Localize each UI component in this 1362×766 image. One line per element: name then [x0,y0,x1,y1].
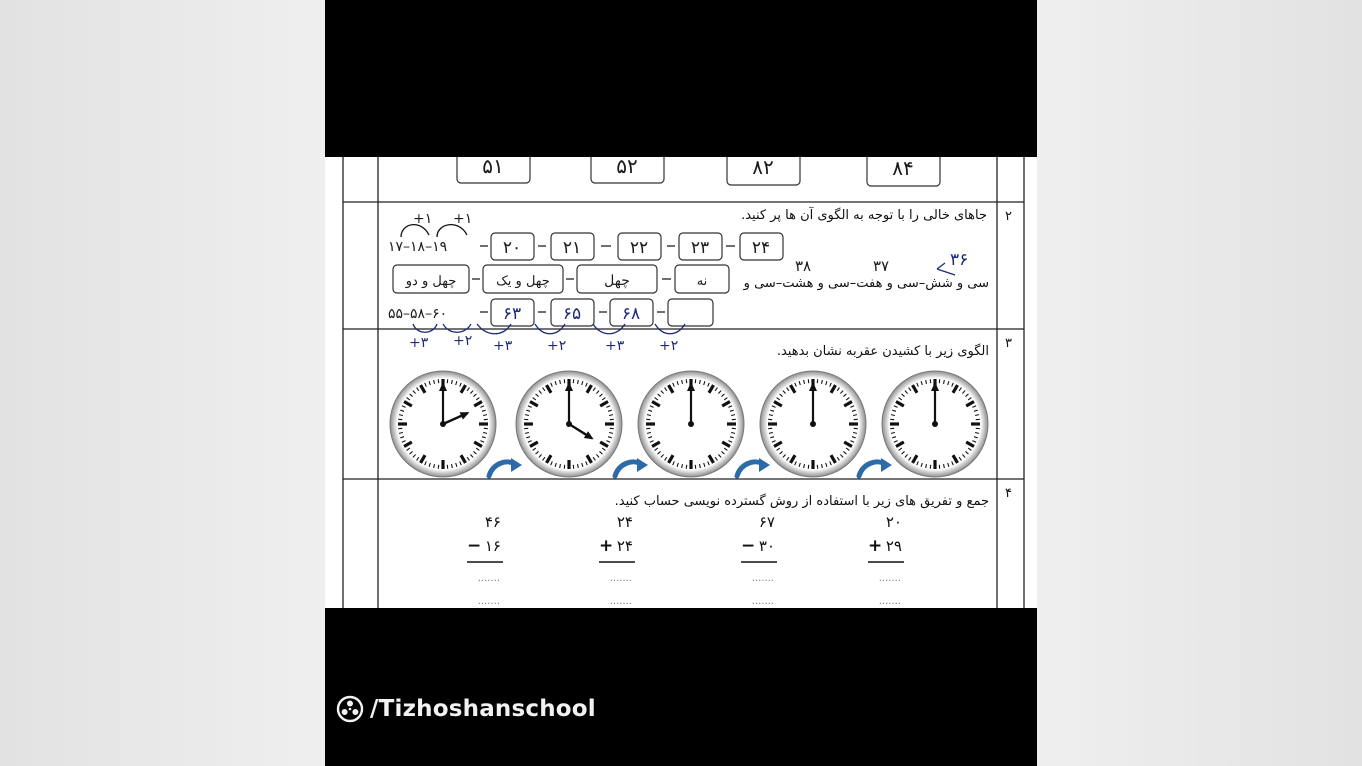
problem-operator: − [741,536,756,556]
answer-dots: ....... [609,596,632,607]
question-number: ۲ [1005,209,1012,224]
problem-operator: − [467,536,482,556]
row3-mark: +۲ [453,333,473,349]
row3-mark: +۳ [605,338,625,354]
problem-top: ۴۶ [484,513,501,531]
problem-bottom: ۱۶ [484,537,501,555]
row1-mark: +۱ [453,211,473,227]
top-answer: ۸۲ [752,157,774,179]
worksheet-drawing [325,157,1037,608]
clock-face [760,371,866,477]
top-answer: ۵۱ [482,157,504,178]
row2-note: ۳۷ [873,257,890,275]
row3-mark: +۳ [409,335,429,351]
answer-dots: ....... [751,596,774,607]
clock-face [516,371,622,477]
film-reel-icon [336,695,364,723]
row1-answer: ۲۳ [690,238,710,258]
row3-mark: +۳ [493,338,513,354]
arithmetic-problem [868,513,904,607]
row3-mark: +۲ [659,338,679,354]
q2-instruction: جاهای خالی را با توجه به الگوی آن ها پر کنید. [741,208,987,223]
row2-answer: چهل [604,273,630,289]
clock-arrow-icon [737,458,770,476]
row1-answer: ۲۰ [502,238,522,258]
clock-face [638,371,744,477]
question-number: ۳ [1005,336,1012,351]
problem-bottom: ۲۴ [616,537,633,555]
row2-given: سی و شش–سی و هفت–سی و هشت–سی و [743,276,989,291]
row3-answer: ۶۸ [621,304,641,324]
q4-instruction: جمع و تفریق های زیر با استفاده از روش گسترده نویسی حساب کنید. [614,494,989,509]
problem-top: ۲۰ [885,513,902,531]
clock-face [882,371,988,477]
channel-handle: /Tizhoshanschool [370,696,596,722]
row2-note: ۳۶ [950,250,969,270]
problem-top: ۲۴ [616,513,633,531]
row2-answer: چهل و یک [496,274,550,289]
question-number: ۴ [1005,486,1012,501]
row3-mark: +۲ [547,338,567,354]
row2-answer: چهل و دو [405,274,457,289]
problem-top: ۶۷ [758,513,775,531]
clock-arrow-icon [859,458,892,476]
answer-dots: ....... [751,573,774,584]
row2-note: ۳۸ [795,257,812,275]
clock-row [390,371,988,477]
clock-arrow-icon [615,458,648,476]
q2-row3 [388,299,713,354]
channel-watermark [336,693,596,725]
clock-arrow-icon [489,458,522,476]
top-answer: ۵۲ [616,157,638,178]
worksheet-page [325,157,1037,608]
q3-instruction: الگوی زیر با کشیدن عقربه نشان بدهید. [776,344,989,359]
top-answer-row [457,157,940,186]
row3-answer: ۶۳ [502,304,522,324]
arithmetic-problem [741,513,777,607]
row2-answer: نه [696,274,708,289]
row3-given: ۵۵–۵۸–۶۰ [388,306,448,322]
q4-problems [467,513,904,607]
answer-dots: ....... [477,573,500,584]
answer-box [668,299,713,326]
problem-operator: + [868,536,883,556]
row1-answer: ۲۱ [562,238,582,258]
arithmetic-problem [467,513,503,607]
problem-bottom: ۳۰ [758,537,775,555]
answer-dots: ....... [878,573,901,584]
row1-given: ۱۷–۱۸–۱۹ [388,239,448,255]
answer-dots: ....... [609,573,632,584]
problem-operator: + [599,536,614,556]
answer-dots: ....... [878,596,901,607]
arithmetic-problem [599,513,635,607]
background-right [1037,0,1362,766]
row1-mark: +۱ [413,211,433,227]
row3-answer: ۶۵ [562,304,582,324]
top-answer: ۸۴ [892,157,914,180]
q2-row1 [388,211,783,260]
row1-answer: ۲۲ [629,238,649,258]
clock-face [390,371,496,477]
problem-bottom: ۲۹ [885,537,902,555]
answer-dots: ....... [477,596,500,607]
row1-answer: ۲۴ [751,238,771,258]
background-left [0,0,325,766]
